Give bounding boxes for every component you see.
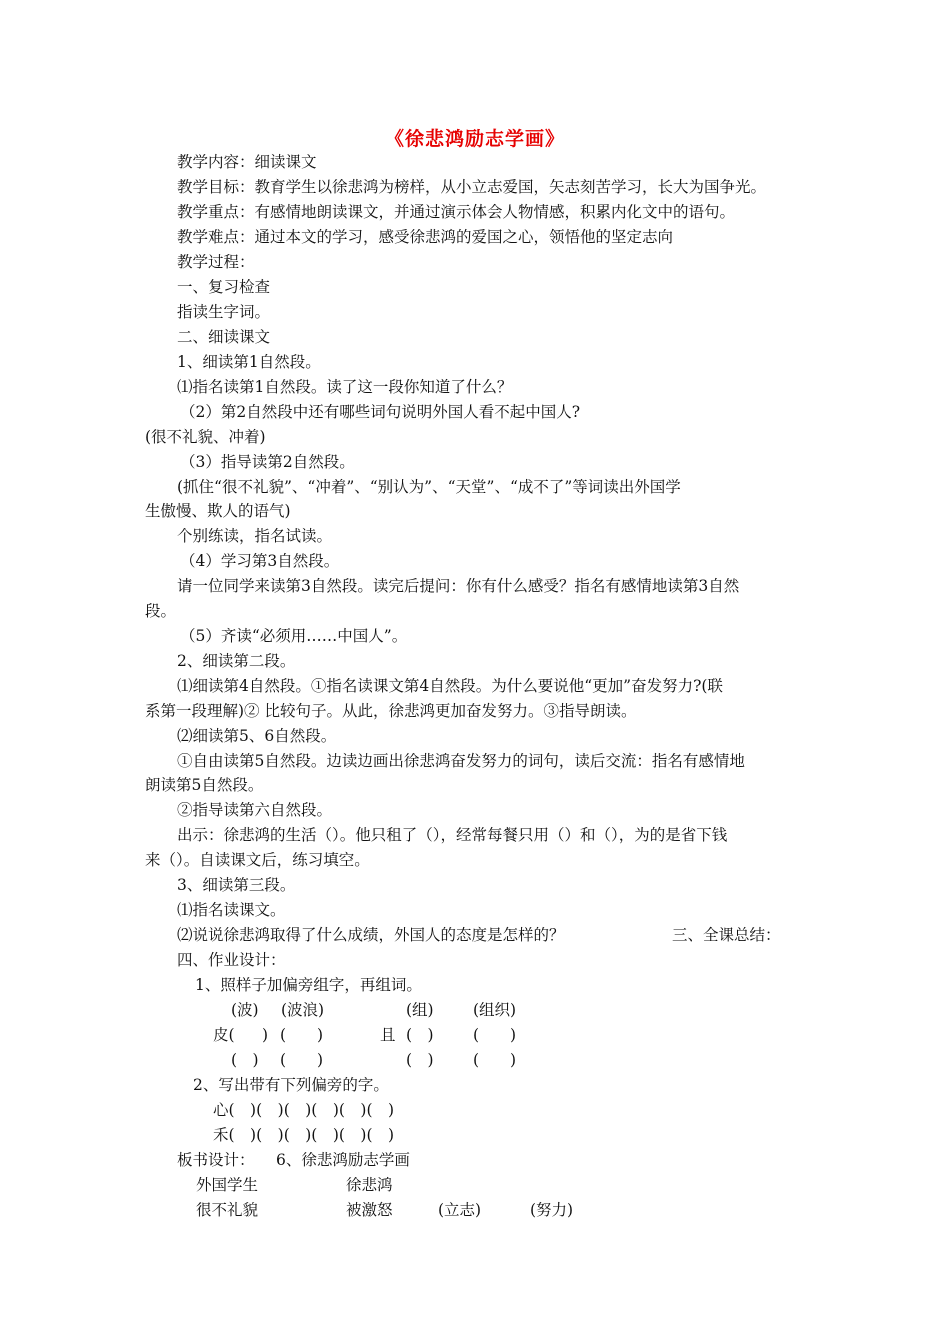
paragraph-line: ⑵说说徐悲鸿取得了什么成绩，外国人的态度是怎样的？ [177, 926, 565, 944]
paragraph-line: 2、细读第二段。 [177, 652, 296, 670]
example-word: (组织) [473, 1001, 517, 1019]
teaching-process-label: 教学过程： [177, 253, 255, 271]
paragraph-line: ⑴指名读第1自然段。读了这一段你知道了什么？ [177, 378, 513, 396]
paragraph-line: ⑴指名读课文。 [177, 901, 286, 919]
lesson-title: 《徐悲鸿励志学画》 [384, 128, 565, 150]
paragraph-line: （3）指导读第2自然段。 [180, 453, 355, 471]
radical-char: 且 [380, 1026, 396, 1044]
radical-char: 皮( [213, 1026, 235, 1044]
paragraph-line: （2）第2自然段中还有哪些词句说明外国人看不起中国人? [180, 403, 581, 421]
board-heading: 6、徐悲鸿励志学画 [276, 1151, 410, 1169]
exercise-1-title: 1、照样子加偏旁组字，再组词。 [195, 976, 422, 994]
section-review: 一、复习检查 [177, 278, 271, 296]
paragraph-line: 段。 [145, 602, 177, 620]
board-item: 很不礼貌 [196, 1201, 259, 1219]
paragraph-line: ②指导读第六自然段。 [177, 801, 333, 819]
board-note: (努力) [530, 1201, 574, 1219]
paragraph-line: ⑵细读第5、6自然段。 [177, 727, 337, 745]
paragraph-line: 指读生字词。 [177, 303, 271, 321]
paragraph-line: 请一位同学来读第3自然段。读完后提问：你有什么感受？指名有感情地读第3自然 [177, 577, 740, 595]
answer-blank: ( ) [473, 1026, 517, 1044]
paragraph-line: 3、细读第三段。 [177, 876, 296, 894]
example-char: (组) [406, 1001, 434, 1019]
exercise-2-title: 2、写出带有下列偏旁的字。 [193, 1076, 389, 1094]
board-item: 被激怒 [346, 1201, 393, 1219]
answer-blank: ( ) [280, 1051, 324, 1069]
paragraph-line: 个别练读，指名试读。 [177, 527, 333, 545]
example-char: (波) [231, 1001, 259, 1019]
teaching-content: 教学内容：细读课文 [177, 153, 317, 171]
paragraph-line: 来（）。自读课文后，练习填空。 [145, 851, 370, 869]
paragraph-line: 1、细读第1自然段。 [177, 353, 321, 371]
answer-blank: ( ) [406, 1051, 434, 1069]
section-read-text: 二、细读课文 [177, 328, 271, 346]
board-note: (立志) [438, 1201, 482, 1219]
teaching-focus: 教学重点：有感情地朗读课文，并通过演示体会人物情感，积累内化文中的语句。 [177, 203, 736, 221]
exercise-2-row: 心( )( )( )( )( )( ) [213, 1101, 395, 1119]
paragraph-line: (很不礼貌、冲着) [145, 428, 266, 446]
teaching-goal: 教学目标：教育学生以徐悲鸿为榜样，从小立志爱国，矢志刻苦学习，长大为国争光。 [177, 178, 767, 196]
answer-blank: ( ) [473, 1051, 517, 1069]
board-item: 徐悲鸿 [346, 1176, 393, 1194]
answer-blank: ( ) [280, 1026, 324, 1044]
example-word: (波浪) [281, 1001, 325, 1019]
answer-blank: ( ) [231, 1051, 259, 1069]
paragraph-line: ①自由读第5自然段。边读边画出徐悲鸿奋发努力的词句，读后交流：指名有感情地 [177, 752, 745, 770]
paragraph-line: 系第一段理解)② 比较句子。从此，徐悲鸿更加奋发努力。③指导朗读。 [145, 702, 637, 720]
section-homework: 四、作业设计： [177, 951, 286, 969]
paragraph-line: 出示：徐悲鸿的生活（）。他只租了（），经常每餐只用（）和（），为的是省下钱 [177, 826, 728, 844]
paragraph-line: 生傲慢、欺人的语气) [145, 502, 291, 520]
paragraph-line: (抓住“很不礼貌”、“冲着”、“别认为”、“天堂”、“成不了”等词读出外国学 [177, 478, 681, 496]
board-item: 外国学生 [196, 1176, 259, 1194]
paragraph-line: 朗读第5自然段。 [145, 776, 264, 794]
paragraph-line: （4）学习第3自然段。 [180, 552, 340, 570]
answer-blank: ( ) [406, 1026, 434, 1044]
section-summary: 三、全课总结： [672, 926, 781, 944]
paragraph-line: （5）齐读“必须用……中国人”。 [180, 627, 408, 645]
board-label: 板书设计： [177, 1151, 255, 1169]
blank-close: ) [262, 1026, 269, 1044]
paragraph-line: ⑴细读第4自然段。①指名读课文第4自然段。为什么要说他“更加”奋发努力?(联 [177, 677, 723, 695]
teaching-difficulty: 教学难点：通过本文的学习，感受徐悲鸿的爱国之心，领悟他的坚定志向 [177, 228, 674, 246]
exercise-2-row: 禾( )( )( )( )( )( ) [213, 1126, 395, 1144]
